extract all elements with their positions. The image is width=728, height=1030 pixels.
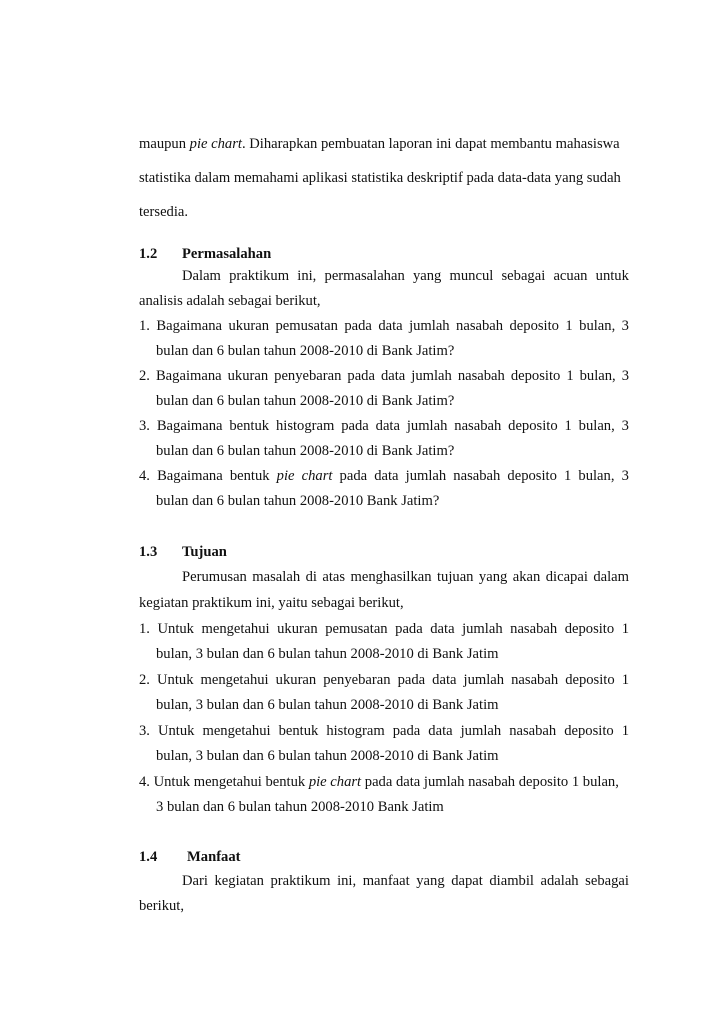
word: 1. bbox=[139, 318, 150, 334]
word: 4. bbox=[139, 468, 150, 484]
s13-italic-term: pie chart bbox=[308, 774, 362, 790]
word: 3. bbox=[139, 418, 150, 434]
word: chart bbox=[301, 468, 333, 484]
word: Bagaimana bbox=[156, 418, 223, 434]
word: nasabah bbox=[510, 621, 558, 637]
word: nasabah bbox=[457, 368, 505, 384]
word: 3 bbox=[621, 418, 629, 434]
s12-item-2-line-2: bulan dan 6 bulan tahun 2008-2010 di Bank Jatim? bbox=[156, 393, 455, 409]
word: mengetahui bbox=[202, 723, 271, 739]
s13-item-2-line-1 bbox=[139, 670, 629, 690]
word: 1 bbox=[564, 418, 572, 434]
word: jumlah bbox=[463, 672, 505, 688]
word: untuk bbox=[595, 268, 629, 284]
word: ukuran bbox=[227, 368, 269, 384]
word: muncul bbox=[449, 268, 494, 284]
word: jumlah bbox=[405, 468, 447, 484]
s12-item-1-line-1 bbox=[139, 316, 629, 336]
word: nasabah bbox=[509, 723, 557, 739]
word: pada bbox=[392, 723, 421, 739]
word: bentuk bbox=[229, 468, 270, 484]
word: deposito bbox=[565, 672, 615, 688]
s14-para-line-2: berikut, bbox=[139, 898, 184, 914]
word: pemusatan bbox=[325, 621, 388, 637]
word: jumlah bbox=[409, 318, 450, 334]
intro-italic-term: pie chart bbox=[189, 136, 242, 152]
word: pie bbox=[276, 468, 295, 484]
word: jumlah bbox=[460, 723, 502, 739]
word: Untuk bbox=[157, 672, 194, 688]
word: pada bbox=[344, 318, 372, 334]
s12-para-line-1 bbox=[182, 266, 629, 286]
word: deposito bbox=[510, 368, 561, 384]
word: ukuran bbox=[228, 318, 270, 334]
s12-item-4-line-1 bbox=[139, 466, 629, 486]
section-number: 1.2 bbox=[139, 246, 158, 262]
word: 1 bbox=[621, 723, 629, 739]
s13-para-line-1 bbox=[182, 567, 629, 587]
section-title: Permasalahan bbox=[182, 246, 272, 262]
word: data bbox=[378, 318, 403, 334]
word: penyebaran bbox=[274, 368, 342, 384]
word: nasabah bbox=[456, 318, 504, 334]
word: 1. bbox=[139, 621, 150, 637]
s12-item-3-line-1 bbox=[139, 416, 629, 436]
word: masalah bbox=[252, 569, 301, 585]
intro-line-3: tersedia. bbox=[139, 204, 189, 220]
word: yang bbox=[478, 569, 508, 585]
intro-line-1: maupun pie chart. Diharapkan pembuatan laporan ini dapat membantu mahasiswa bbox=[139, 136, 620, 152]
word: data bbox=[428, 723, 453, 739]
word: Bagaimana bbox=[155, 368, 222, 384]
word: 3. bbox=[139, 723, 150, 739]
word: bulan, bbox=[578, 468, 615, 484]
word: pada bbox=[397, 672, 426, 688]
intro-line-2: statistika dalam memahami aplikasi statistika deskriptif pada data-data yang sudah bbox=[139, 170, 621, 186]
word: 2. bbox=[139, 368, 150, 384]
word: 1 bbox=[621, 672, 629, 688]
word: 2. bbox=[139, 672, 150, 688]
word: akan bbox=[512, 569, 541, 585]
section-heading-tujuan bbox=[139, 542, 227, 562]
word: mengetahui bbox=[200, 672, 269, 688]
word: praktikum bbox=[229, 268, 290, 284]
section-number: 1.3 bbox=[139, 544, 158, 560]
word: deposito bbox=[508, 418, 558, 434]
section-number: 1.4 bbox=[139, 849, 158, 865]
word: Untuk bbox=[157, 621, 194, 637]
word: adalah bbox=[540, 873, 579, 889]
word: bulan, bbox=[579, 318, 616, 334]
word: kegiatan bbox=[214, 873, 264, 889]
word: bentuk bbox=[229, 418, 270, 434]
word: tujuan bbox=[437, 569, 474, 585]
word: data bbox=[374, 468, 399, 484]
s12-para-line-2: analisis adalah sebagai berikut, bbox=[139, 293, 321, 309]
s12-item-2-line-1 bbox=[139, 366, 629, 386]
word: di bbox=[305, 569, 317, 585]
word: Bagaimana bbox=[156, 318, 223, 334]
word: 1 bbox=[565, 318, 573, 334]
word: pada bbox=[341, 418, 369, 434]
word: bulan, bbox=[579, 368, 616, 384]
word: nasabah bbox=[454, 418, 502, 434]
s13-item-3-line-1 bbox=[139, 721, 629, 741]
word: data bbox=[375, 418, 400, 434]
word: Dalam bbox=[182, 268, 221, 284]
s13-item-4-line-2: 3 bulan dan 6 bulan tahun 2008-2010 Bank Jatim bbox=[156, 799, 444, 815]
word: praktikum bbox=[270, 873, 331, 889]
section-heading-permasalahan bbox=[139, 244, 271, 264]
word: histogram bbox=[326, 723, 385, 739]
s14-para-line-1 bbox=[182, 871, 629, 891]
word: Dari bbox=[182, 873, 208, 889]
word: ini, bbox=[297, 268, 317, 284]
word: data bbox=[432, 672, 457, 688]
word: data bbox=[380, 368, 406, 384]
word: permasalahan bbox=[324, 268, 405, 284]
word: data bbox=[430, 621, 455, 637]
s13-para-line-2: kegiatan praktikum ini, yaitu sebagai berikut, bbox=[139, 595, 404, 611]
word: 3 bbox=[621, 318, 629, 334]
word: pada bbox=[347, 368, 375, 384]
word: deposito bbox=[564, 723, 614, 739]
word: penyebaran bbox=[323, 672, 391, 688]
word: nasabah bbox=[453, 468, 501, 484]
word: pada bbox=[339, 468, 368, 484]
word: 3 bbox=[621, 368, 629, 384]
word: diambil bbox=[489, 873, 534, 889]
s12-item-3-line-2: bulan dan 6 bulan tahun 2008-2010 di Bank Jatim? bbox=[156, 443, 455, 459]
word: bulan, bbox=[578, 418, 615, 434]
word: 1 bbox=[621, 621, 629, 637]
s13-item-3-line-2: bulan, 3 bulan dan 6 bulan tahun 2008-2010 di Bank Jatim bbox=[156, 748, 499, 764]
word: manfaat bbox=[362, 873, 410, 889]
word: Perumusan bbox=[182, 569, 247, 585]
s13-item-4-line-1: 4. Untuk mengetahui bentuk pie chart pada data jumlah nasabah deposito 1 bulan, bbox=[139, 774, 619, 790]
word: atas bbox=[322, 569, 346, 585]
word: ukuran bbox=[277, 621, 318, 637]
word: ukuran bbox=[275, 672, 317, 688]
s13-item-1-line-1 bbox=[139, 619, 629, 639]
word: 1 bbox=[566, 368, 574, 384]
word: jumlah bbox=[411, 368, 452, 384]
word: sebagai bbox=[585, 873, 629, 889]
word: mengetahui bbox=[201, 621, 270, 637]
word: 1 bbox=[564, 468, 572, 484]
word: sebagai bbox=[501, 268, 546, 284]
section-heading-manfaat bbox=[139, 847, 241, 867]
word: nasabah bbox=[511, 672, 559, 688]
word: jumlah bbox=[462, 621, 503, 637]
word: menghasilkan bbox=[350, 569, 432, 585]
word: dapat bbox=[451, 873, 483, 889]
word: deposito bbox=[564, 621, 615, 637]
word: yang bbox=[412, 268, 442, 284]
s12-item-4-line-2: bulan dan 6 bulan tahun 2008-2010 Bank Jatim? bbox=[156, 493, 440, 509]
word: pada bbox=[395, 621, 423, 637]
word: yang bbox=[416, 873, 445, 889]
s13-item-2-line-2: bulan, 3 bulan dan 6 bulan tahun 2008-2010 di Bank Jatim bbox=[156, 697, 499, 713]
word: Bagaimana bbox=[157, 468, 223, 484]
section-title: Tujuan bbox=[182, 544, 227, 560]
word: acuan bbox=[553, 268, 588, 284]
section-title: Manfaat bbox=[187, 849, 241, 865]
word: deposito bbox=[507, 468, 557, 484]
word: Untuk bbox=[157, 723, 195, 739]
word: deposito bbox=[509, 318, 559, 334]
word: ini, bbox=[337, 873, 357, 889]
s12-item-1-line-2: bulan dan 6 bulan tahun 2008-2010 di Bank Jatim? bbox=[156, 343, 455, 359]
s13-item-1-line-2: bulan, 3 bulan dan 6 bulan tahun 2008-2010 di Bank Jatim bbox=[156, 646, 499, 662]
word: histogram bbox=[275, 418, 335, 434]
word: jumlah bbox=[406, 418, 448, 434]
word: bentuk bbox=[278, 723, 319, 739]
word: 3 bbox=[621, 468, 629, 484]
word: dalam bbox=[593, 569, 629, 585]
word: dicapai bbox=[545, 569, 588, 585]
word: pemusatan bbox=[275, 318, 338, 334]
